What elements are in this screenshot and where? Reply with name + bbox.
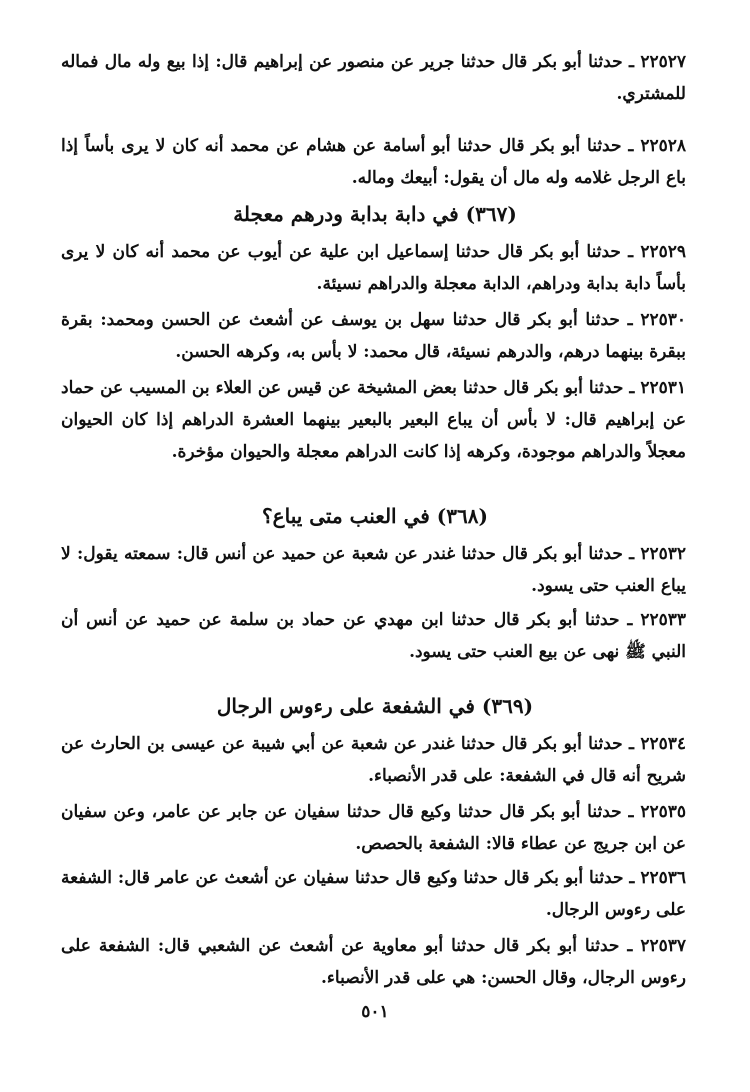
hadith-22534: ٢٢٥٣٤ ـ حدثنا أبو بكر قال حدثنا غندر عن شعبة عن أبي شيبة عن عيسى بن الحارث عن شريح أنه قال في الشفعة: على قدر الأنصباء. bbox=[61, 734, 686, 786]
hadith-22535: ٢٢٥٣٥ ـ حدثنا أبو بكر قال حدثنا وكيع قال حدثنا سفيان عن جابر عن عامر، وعن سفيان عن ابن جريج عن عطاء قالا: الشفعة بالحصص. bbox=[61, 802, 686, 854]
chapter-heading-367: (٣٦٧) في دابة بدابة ودرهم معجلة bbox=[233, 202, 517, 226]
hadith-22527: ٢٢٥٢٧ ـ حدثنا أبو بكر قال حدثنا جرير عن منصور عن إبراهيم قال: إذا بيع وله مال فماله للمشتري. bbox=[61, 52, 686, 104]
hadith-22532: ٢٢٥٣٢ ـ حدثنا أبو بكر قال حدثنا غندر عن شعبة عن حميد عن أنس قال: سمعته يقول: لا يباع العنب حتى يسود. bbox=[61, 544, 686, 596]
page-number: ٥٠١ bbox=[361, 1002, 389, 1022]
hadith-22536: ٢٢٥٣٦ ـ حدثنا أبو بكر قال حدثنا وكيع قال حدثنا سفيان عن أشعث عن عامر قال: الشفعة على رءوس الرجال. bbox=[61, 868, 686, 920]
chapter-heading-368: (٣٦٨) في العنب متى يباع؟ bbox=[262, 504, 488, 528]
hadith-22529: ٢٢٥٢٩ ـ حدثنا أبو بكر قال حدثنا إسماعيل ابن علية عن أيوب عن محمد أنه كان لا يرى بأساً دابة بدابة ودراهم، الدابة معجلة والدراهم نسيئة. bbox=[61, 242, 686, 294]
hadith-22531: ٢٢٥٣١ ـ حدثنا أبو بكر قال حدثنا بعض المشيخة عن قيس عن العلاء بن المسيب عن حماد عن إبراهيم قال: لا بأس أن يباع البعير بالبعير بينهما العشرة الدراهم إذا كان الحيوان معجلاً والدراهم موجودة، وكرهه إذا كانت الدراهم معجلة والحيوان مؤخرة. bbox=[61, 378, 686, 462]
hadith-22528: ٢٢٥٢٨ ـ حدثنا أبو بكر قال حدثنا أبو أسامة عن هشام عن محمد أنه كان لا يرى بأساً إذا باع الرجل غلامه وله مال أن يقول: أبيعك وماله. bbox=[61, 136, 686, 188]
hadith-22537: ٢٢٥٣٧ ـ حدثنا أبو بكر قال حدثنا أبو معاوية عن أشعث عن الشعبي قال: الشفعة على رءوس الرجال، وقال الحسن: هي على قدر الأنصباء. bbox=[61, 936, 686, 988]
hadith-22533: ٢٢٥٣٣ ـ حدثنا أبو بكر قال حدثنا ابن مهدي عن حماد بن سلمة عن حميد عن أنس أن النبي ﷺ نهى عن بيع العنب حتى يسود. bbox=[61, 610, 686, 662]
chapter-heading-369: (٣٦٩) في الشفعة على رءوس الرجال bbox=[216, 694, 534, 718]
hadith-22530: ٢٢٥٣٠ ـ حدثنا أبو بكر قال حدثنا سهل بن يوسف عن أشعث عن الحسن ومحمد: بقرة ببقرة بينهما درهم، والدرهم نسيئة، قال محمد: لا بأس به، وكرهه الحسن. bbox=[61, 310, 686, 362]
